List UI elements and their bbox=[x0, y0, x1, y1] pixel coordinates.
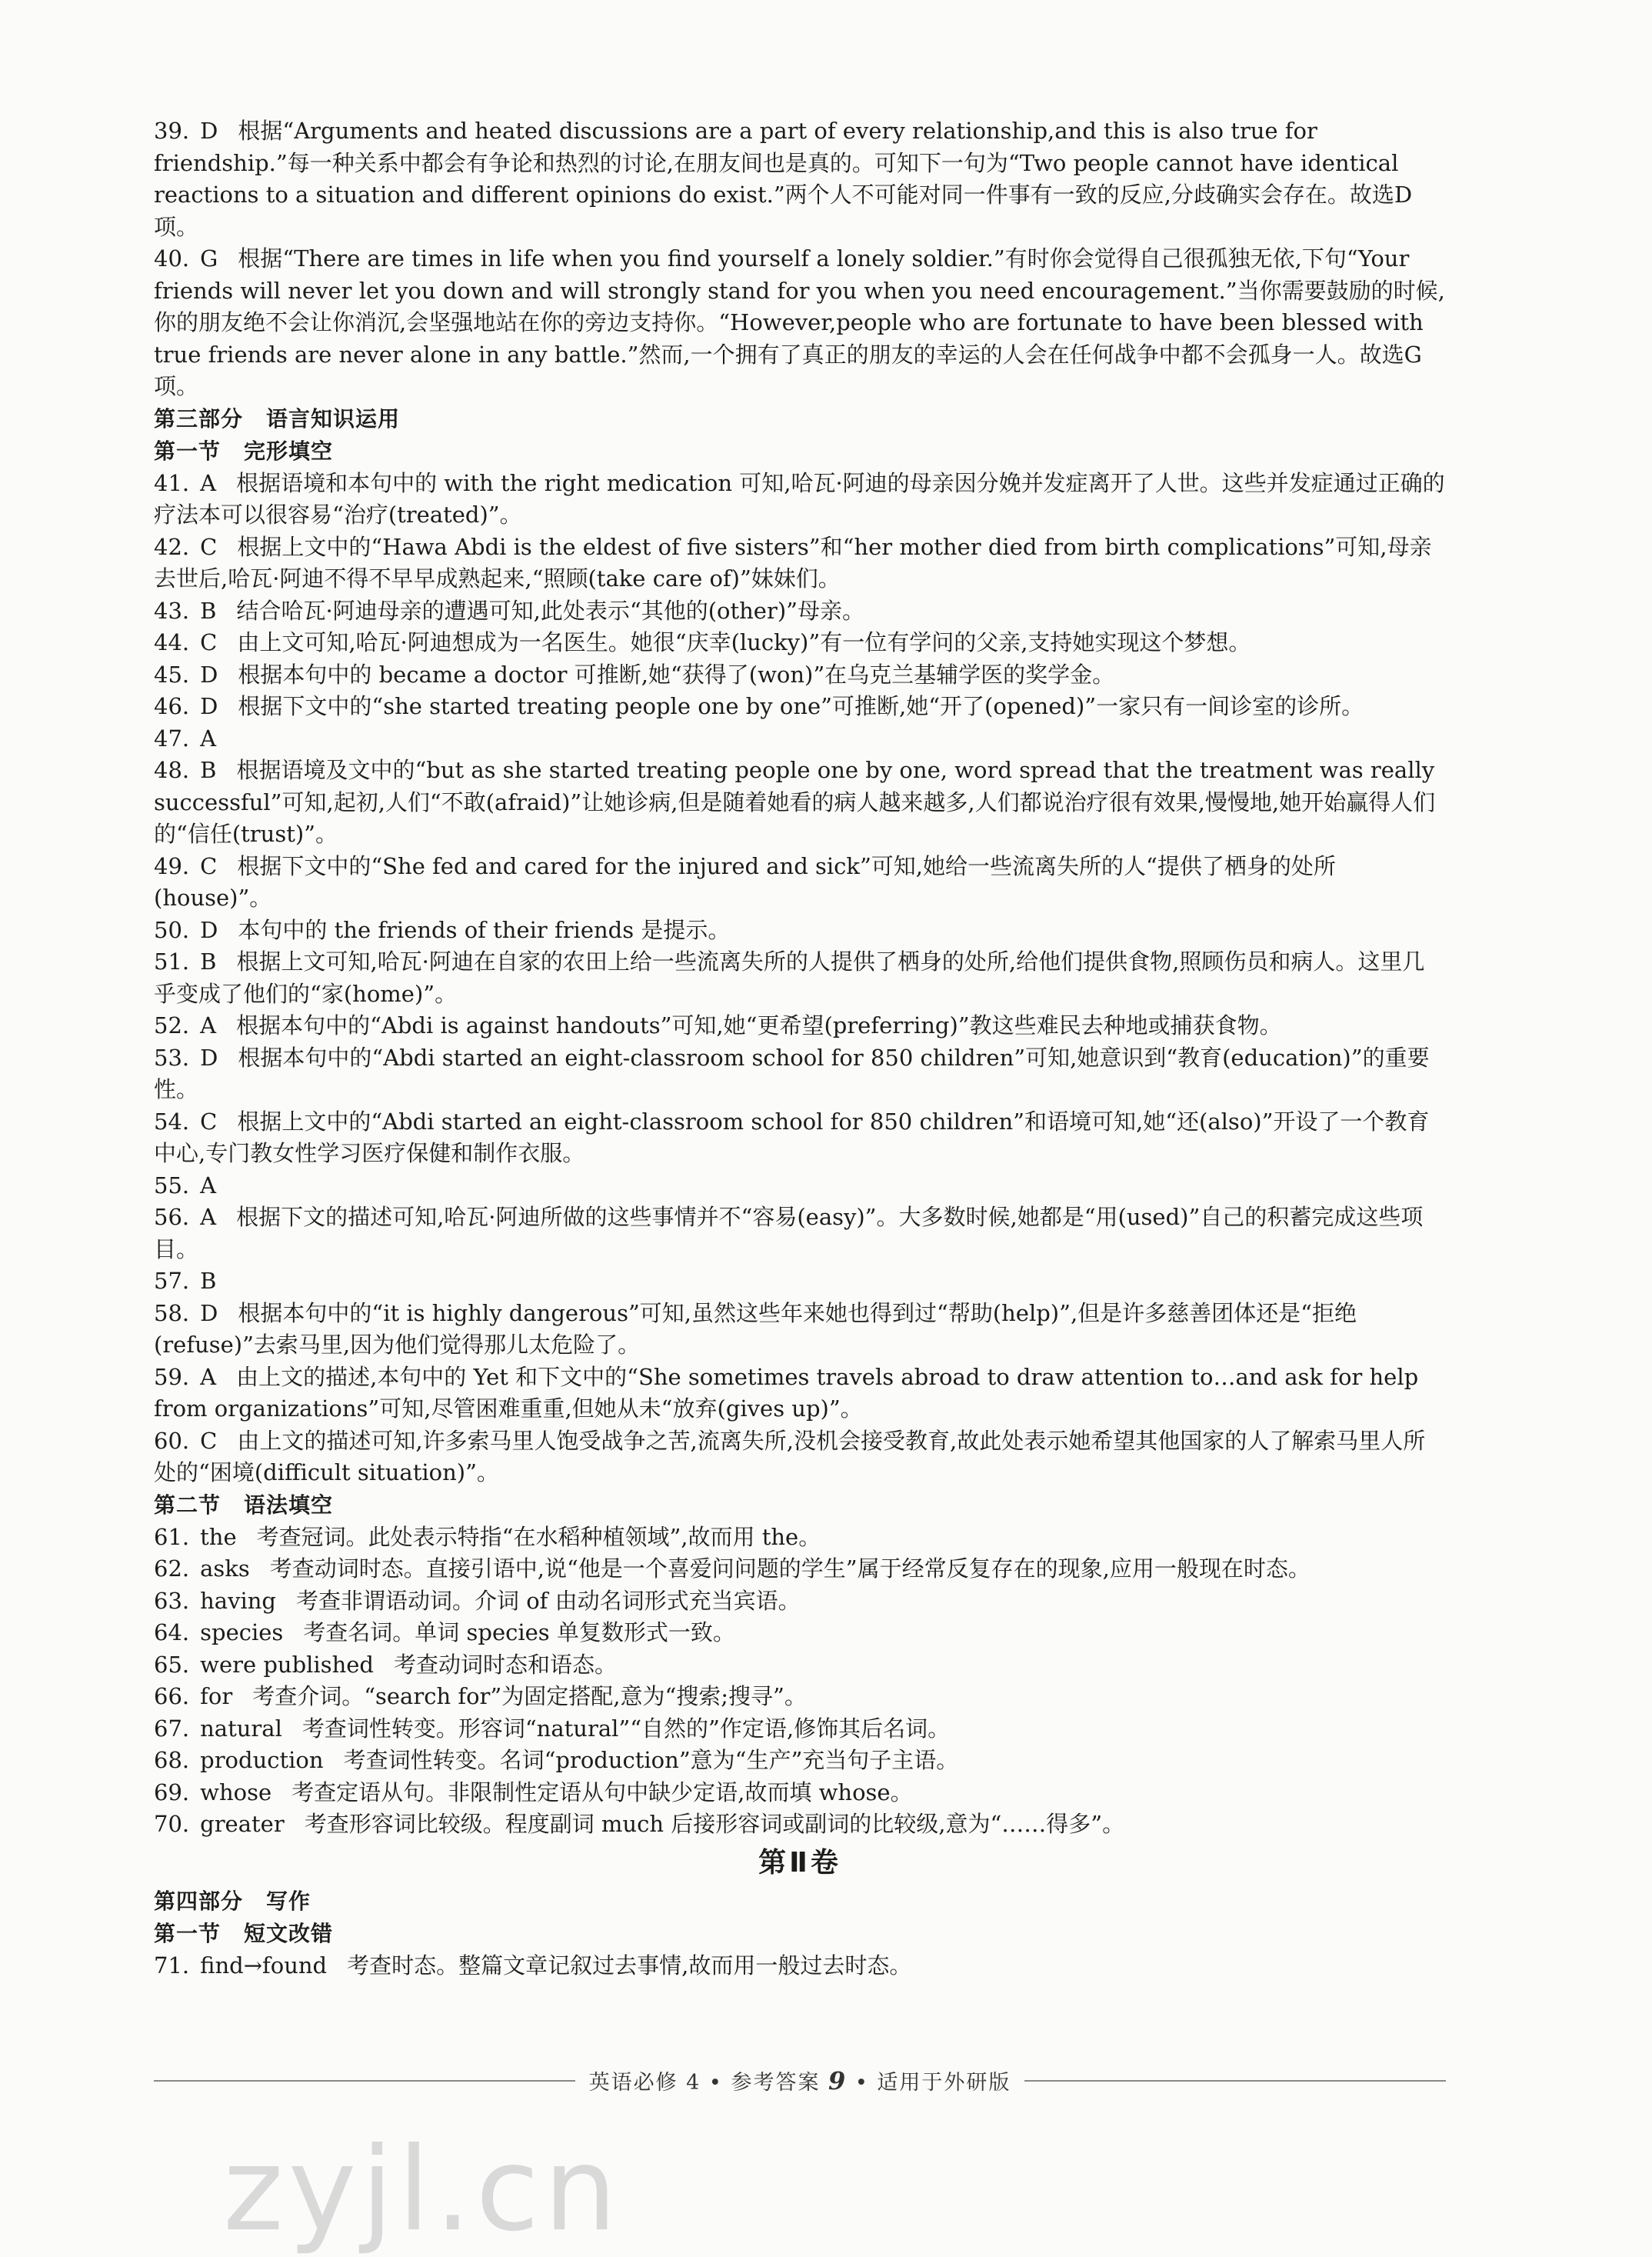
question-number: 65. bbox=[154, 1651, 190, 1678]
answer-key: B bbox=[200, 948, 217, 975]
answer-key: the bbox=[200, 1523, 237, 1550]
answer-item bbox=[154, 243, 1446, 403]
answer-key: C bbox=[200, 1427, 218, 1454]
answer-key: C bbox=[200, 629, 218, 655]
answer-key: B bbox=[200, 757, 217, 783]
cloze-answers bbox=[154, 468, 1446, 1489]
question-number: 53. bbox=[154, 1044, 190, 1071]
answer-item bbox=[154, 723, 1446, 755]
part3-title: 第三部分 bbox=[154, 405, 244, 432]
sec2-heading bbox=[154, 1489, 1446, 1522]
explanation-text: 考查词性转变。名词“production”意为“生产”充当句子主语。 bbox=[343, 1747, 959, 1773]
answer-item bbox=[154, 1713, 1446, 1745]
answer-item bbox=[154, 627, 1446, 659]
answer-key: production bbox=[200, 1747, 324, 1773]
explanation-text: 根据上文中的“Hawa Abdi is the eldest of five sisters”和“her mother died from birth complications”可知,母亲去世后,哈瓦·阿迪不得不早早成熟起来,“照顾(take care of)”妹妹们。 bbox=[154, 533, 1432, 592]
question-number: 57. bbox=[154, 1268, 190, 1294]
explanation-text: 根据下文的描述可知,哈瓦·阿迪所做的这些事情并不“容易(easy)”。大多数时候,她都是“用(used)”自己的积蓄完成这些项目。 bbox=[154, 1204, 1424, 1262]
answer-item bbox=[154, 1362, 1446, 1425]
answer-item bbox=[154, 1425, 1446, 1489]
answer-item bbox=[154, 1745, 1446, 1777]
answer-item bbox=[154, 532, 1446, 595]
answer-key: G bbox=[200, 245, 218, 272]
explanation-text: 考查动词时态和语态。 bbox=[394, 1651, 618, 1678]
explanation-text: 考查名词。单词 species 单复数形式一致。 bbox=[303, 1619, 735, 1645]
explanation-text: 由上文的描述,本句中的 Yet 和下文中的“She sometimes travels abroad to draw attention to…and ask for help from organizations”可知,尽管困难重重,但她从未“放弃(gives up)”。 bbox=[154, 1363, 1419, 1422]
answer-key: C bbox=[200, 1108, 218, 1135]
answer-key: greater bbox=[200, 1811, 285, 1837]
explanation-text: 根据本句中的“Abdi started an eight-classroom school for 850 children”可知,她意识到“教育(education)”的重要性。 bbox=[154, 1044, 1430, 1102]
answer-item bbox=[154, 1809, 1446, 1841]
answer-key: B bbox=[200, 1268, 217, 1294]
answer-item bbox=[154, 755, 1446, 851]
question-number: 54. bbox=[154, 1108, 190, 1135]
question-number: 46. bbox=[154, 693, 190, 719]
question-number: 52. bbox=[154, 1012, 190, 1038]
question-number: 45. bbox=[154, 661, 190, 688]
question-number: 68. bbox=[154, 1747, 190, 1773]
explanation-text: 根据“There are times in life when you find yourself a lonely soldier.”有时你会觉得自己很孤独无依,下句“Your friends will never let you down and will strongly stand for you when you need encouragement.”当你需要鼓励的时候,你的朋友绝不会让你消沉,会坚强地站在你的旁边支持你。“However,people who are fortunate to have been blessed with true friends are never alone in any battle.”然而,一个拥有了真正的朋友的幸运的人会在任何战争中都不会孤身一人。故选G项。 bbox=[154, 245, 1445, 399]
explanation-text: 根据本句中的“Abdi is against handouts”可知,她“更希望(preferring)”教这些难民去种地或捕获食物。 bbox=[236, 1012, 1282, 1038]
answer-key: natural bbox=[200, 1715, 282, 1742]
answer-key: species bbox=[200, 1619, 284, 1645]
answer-key: D bbox=[200, 1299, 218, 1326]
explanation-text: 考查非谓语动词。介词 of 由动名词形式充当宾语。 bbox=[296, 1587, 801, 1614]
answer-key: D bbox=[200, 693, 218, 719]
answer-page bbox=[154, 115, 1446, 1982]
footer-text bbox=[575, 2065, 1025, 2095]
answer-key: D bbox=[200, 661, 218, 688]
reading-answers bbox=[154, 115, 1446, 403]
grammar-answers bbox=[154, 1522, 1446, 1841]
question-number: 61. bbox=[154, 1523, 190, 1550]
question-number: 44. bbox=[154, 629, 190, 655]
answer-item bbox=[154, 1553, 1446, 1585]
answer-item bbox=[154, 595, 1446, 628]
answer-key: C bbox=[200, 852, 218, 879]
explanation-text: 由上文可知,哈瓦·阿迪想成为一名医生。她很“庆幸(lucky)”有一位有学问的父亲,支持她实现这个梦想。 bbox=[237, 629, 1251, 655]
answer-item bbox=[154, 468, 1446, 532]
error-correction-answers bbox=[154, 1950, 1446, 1982]
answer-item bbox=[154, 1170, 1446, 1202]
question-number: 55. bbox=[154, 1172, 190, 1199]
explanation-text: 考查冠词。此处表示特指“在水稻种植领域”,故而用 the。 bbox=[256, 1523, 821, 1550]
volume-title: 第Ⅱ卷 bbox=[758, 1846, 841, 1879]
answer-item bbox=[154, 1042, 1446, 1106]
page-footer bbox=[154, 2065, 1446, 2095]
explanation-text: 根据下文中的“She fed and cared for the injured and sick”可知,她给一些流离失所的人“提供了栖身的处所(house)”。 bbox=[154, 852, 1336, 911]
explanation-text: 根据上文可知,哈瓦·阿迪在自家的农田上给一些流离失所的人提供了栖身的处所,给他们提供食物,照顾伤员和病人。这里几乎变成了他们的“家(home)”。 bbox=[154, 948, 1425, 1007]
question-number: 70. bbox=[154, 1811, 190, 1837]
sec4-subtitle: 短文改错 bbox=[244, 1920, 334, 1946]
answer-key: for bbox=[200, 1683, 233, 1709]
footer-book: 英语必修 4 • 参考答案 bbox=[588, 2071, 821, 2095]
question-number: 58. bbox=[154, 1299, 190, 1326]
question-number: 39. bbox=[154, 118, 190, 144]
answer-item bbox=[154, 691, 1446, 723]
answer-key: D bbox=[200, 916, 218, 943]
answer-item bbox=[154, 659, 1446, 692]
question-number: 60. bbox=[154, 1427, 190, 1454]
answer-item bbox=[154, 1681, 1446, 1713]
part3-heading bbox=[154, 403, 1446, 435]
answer-key: B bbox=[200, 597, 217, 624]
footer-rule-left bbox=[154, 2080, 575, 2082]
answer-key: asks bbox=[200, 1555, 250, 1582]
answer-item bbox=[154, 851, 1446, 915]
sec1-title: 第一节 bbox=[154, 438, 221, 464]
question-number: 67. bbox=[154, 1715, 190, 1742]
question-number: 69. bbox=[154, 1779, 190, 1805]
question-number: 59. bbox=[154, 1363, 190, 1390]
page-number: 9 bbox=[828, 2066, 848, 2095]
part4-subtitle: 写作 bbox=[266, 1888, 311, 1914]
answer-item bbox=[154, 1202, 1446, 1265]
sec1-heading bbox=[154, 435, 1446, 468]
answer-key: whose bbox=[200, 1779, 272, 1805]
question-number: 56. bbox=[154, 1204, 190, 1230]
explanation-text: 结合哈瓦·阿迪母亲的遭遇可知,此处表示“其他的(other)”母亲。 bbox=[236, 597, 864, 624]
question-number: 71. bbox=[154, 1952, 190, 1979]
explanation-text: 根据语境及文中的“but as she started treating people one by one, word spread that the treatment was really successful”可知,起初,人们“不敢(afraid)”让她诊病,但是随着她看的病人越来越多,人们都说治疗很有效果,慢慢地,她开始赢得人们的“信任(trust)”。 bbox=[154, 757, 1436, 847]
explanation-text: 根据下文中的“she started treating people one by one”可推断,她“开了(opened)”一家只有一间诊室的诊所。 bbox=[238, 693, 1364, 719]
question-number: 50. bbox=[154, 916, 190, 943]
explanation-text: 考查动词时态。直接引语中,说“他是一个喜爱问问题的学生”属于经常反复存在的现象,应用一般现在时态。 bbox=[269, 1555, 1311, 1582]
explanation-text: 根据本句中的“it is highly dangerous”可知,虽然这些年来她也得到过“帮助(help)”,但是许多慈善团体还是“拒绝(refuse)”去索马里,因为他们觉得那儿太危险了。 bbox=[154, 1299, 1357, 1358]
answer-key: find→found bbox=[200, 1952, 328, 1979]
question-number: 43. bbox=[154, 597, 190, 624]
explanation-text: 考查介词。“search for”为固定搭配,意为“搜索;搜寻”。 bbox=[252, 1683, 807, 1709]
answer-key: A bbox=[200, 469, 217, 496]
explanation-text: 本句中的 the friends of their friends 是提示。 bbox=[238, 916, 731, 943]
answer-item bbox=[154, 1265, 1446, 1298]
answer-key: were published bbox=[200, 1651, 374, 1678]
explanation-text: 根据上文中的“Abdi started an eight-classroom school for 850 children”和语境可知,她“还(also)”开设了一个教育中心,专门教女性学习医疗保健和制作衣服。 bbox=[154, 1108, 1430, 1166]
answer-item bbox=[154, 1585, 1446, 1618]
question-number: 40. bbox=[154, 245, 190, 272]
answer-key: A bbox=[200, 1363, 217, 1390]
answer-item bbox=[154, 1950, 1446, 1982]
explanation-text: 考查时态。整篇文章记叙过去事情,故而用一般过去时态。 bbox=[347, 1952, 912, 1979]
explanation-text: 根据语境和本句中的 with the right medication 可知,哈瓦·阿迪的母亲因分娩并发症离开了人世。这些并发症通过正确的疗法本可以很容易“治疗(treated)”。 bbox=[154, 469, 1445, 528]
question-number: 42. bbox=[154, 533, 190, 560]
answer-key: A bbox=[200, 1012, 217, 1038]
sec4-title: 第一节 bbox=[154, 1920, 221, 1946]
part4-title: 第四部分 bbox=[154, 1888, 244, 1914]
answer-item bbox=[154, 1649, 1446, 1682]
sec2-subtitle: 语法填空 bbox=[244, 1492, 334, 1518]
explanation-text: 根据本句中的 became a doctor 可推断,她“获得了(won)”在乌克兰基辅学医的奖学金。 bbox=[238, 661, 1115, 688]
question-number: 64. bbox=[154, 1619, 190, 1645]
answer-item bbox=[154, 915, 1446, 947]
sec1-subtitle: 完形填空 bbox=[244, 438, 334, 464]
question-number: 48. bbox=[154, 757, 190, 783]
answer-item bbox=[154, 1522, 1446, 1554]
sec2-title: 第二节 bbox=[154, 1492, 221, 1518]
explanation-text: 考查词性转变。形容词“natural”“自然的”作定语,修饰其后名词。 bbox=[301, 1715, 951, 1742]
answer-item bbox=[154, 1106, 1446, 1170]
answer-key: A bbox=[200, 1172, 217, 1199]
answer-item bbox=[154, 946, 1446, 1010]
part4-heading bbox=[154, 1885, 1446, 1918]
question-number: 66. bbox=[154, 1683, 190, 1709]
answer-key: A bbox=[200, 1204, 217, 1230]
question-number: 62. bbox=[154, 1555, 190, 1582]
question-number: 49. bbox=[154, 852, 190, 879]
answer-key: A bbox=[200, 725, 217, 752]
question-number: 41. bbox=[154, 469, 190, 496]
explanation-text: 考查定语从句。非限制性定语从句中缺少定语,故而填 whose。 bbox=[291, 1779, 913, 1805]
part3-subtitle: 语言知识运用 bbox=[266, 405, 401, 432]
question-number: 47. bbox=[154, 725, 190, 752]
answer-item bbox=[154, 1617, 1446, 1649]
question-number: 63. bbox=[154, 1587, 190, 1614]
footer-edition: • 适用于外研版 bbox=[854, 2071, 1011, 2095]
answer-key: D bbox=[200, 118, 218, 144]
sec4-heading bbox=[154, 1918, 1446, 1950]
answer-key: having bbox=[200, 1587, 276, 1614]
question-number: 51. bbox=[154, 948, 190, 975]
explanation-text: 考查形容词比较级。程度副词 much 后接形容词或副词的比较级,意为“……得多”。 bbox=[304, 1811, 1125, 1837]
answer-item bbox=[154, 1010, 1446, 1042]
footer-rule-right bbox=[1024, 2080, 1446, 2082]
explanation-text: 根据“Arguments and heated discussions are a part of every relationship,and this is also true for friendship.”每一种关系中都会有争论和热烈的讨论,在朋友间也是真的。可知下一句为“Two people cannot have identical reactions to a situation and different opinions do exist.”两个人不可能对同一件事有一致的反应,分歧确实会存在。故选D项。 bbox=[154, 118, 1413, 240]
answer-key: D bbox=[200, 1044, 218, 1071]
answer-item bbox=[154, 115, 1446, 243]
explanation-text: 由上文的描述可知,许多索马里人饱受战争之苦,流离失所,没机会接受教育,故此处表示她希望其他国家的人了解索马里人所处的“困境(difficult situation)”。 bbox=[154, 1427, 1426, 1485]
answer-key: C bbox=[200, 533, 218, 560]
answer-item bbox=[154, 1298, 1446, 1362]
answer-item bbox=[154, 1777, 1446, 1809]
watermark-logo: zyjl.cn bbox=[223, 2123, 622, 2257]
